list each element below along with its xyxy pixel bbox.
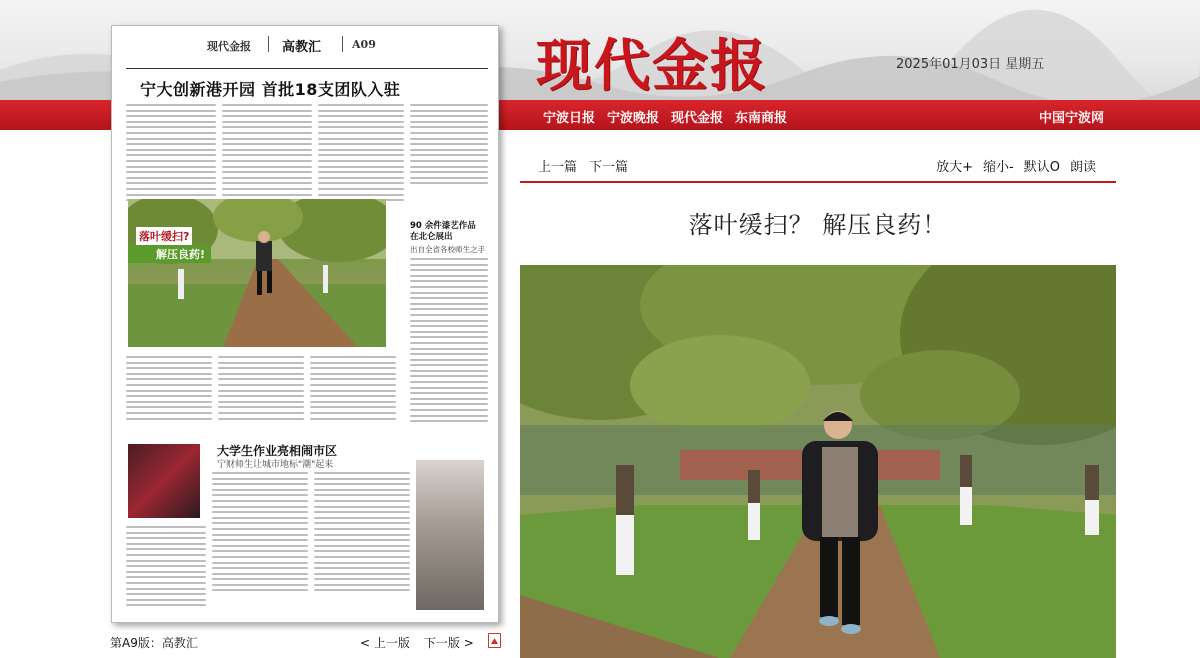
photo-caption-label-1: 落叶缓扫? — [136, 227, 192, 245]
runner-on-leaf-path-illustration — [520, 265, 1116, 658]
text-column — [314, 472, 410, 595]
date-display: 2025年01月03日 星期五 — [896, 57, 1045, 72]
news-title-2[interactable]: 大学生作业亮相闹市区 — [217, 444, 338, 458]
next-article-link[interactable]: 下一篇 — [589, 160, 629, 175]
text-column — [212, 472, 308, 595]
divider — [268, 36, 269, 52]
side-article-subtitle: 出自全省各校师生之手 — [410, 245, 485, 254]
nav-link-modern-jinbao[interactable]: 现代金报 — [671, 111, 724, 126]
zoom-out-button[interactable]: 缩小- — [983, 160, 1014, 175]
section-mid-label: 高教汇 — [282, 40, 322, 55]
nav-link-southeast-business[interactable]: 东南商报 — [735, 111, 788, 126]
side-article-title[interactable]: 90 余件漆艺作品 在北仑展出 — [410, 221, 476, 242]
storefront-photo-thumbnail[interactable] — [128, 444, 200, 518]
section-left-label: 现代金报 — [207, 40, 251, 53]
reader-tools — [936, 156, 1096, 175]
page-section-header — [112, 32, 499, 60]
text-column — [310, 356, 396, 423]
divider — [126, 68, 488, 69]
news-subtitle-2: 宁财师生让城市地标"潮"起来 — [217, 460, 334, 470]
nav-link-ningbo-evening[interactable]: 宁波晚报 — [607, 111, 660, 126]
read-aloud-button[interactable]: 朗读 — [1069, 160, 1096, 175]
prev-page-link[interactable]: < 上一版 — [360, 636, 410, 650]
nav-link-china-ningbo[interactable]: 中国宁波网 — [1039, 111, 1105, 126]
text-column — [410, 104, 488, 188]
page-headline[interactable]: 宁大创新港开园 首批18支团队入驻 — [140, 80, 401, 99]
newspaper-page-thumbnail[interactable] — [111, 25, 499, 623]
article-main-photo — [520, 265, 1116, 658]
text-column — [126, 104, 216, 205]
article-title: 落叶缓扫？ 解压良药！ — [688, 211, 948, 239]
text-column — [218, 356, 304, 423]
edition-label: 第A9版：高教汇 — [110, 636, 198, 650]
masthead-logo[interactable]: 现代金报 — [536, 33, 768, 99]
zoom-in-button[interactable]: 放大+ — [936, 160, 974, 175]
photo-caption-label-2: 解压良药! — [128, 245, 211, 263]
nav-link-ningbo-daily[interactable]: 宁波日报 — [543, 111, 596, 126]
text-column — [126, 356, 212, 423]
text-column — [318, 104, 404, 205]
next-page-link[interactable]: 下一版 > — [423, 636, 474, 650]
prev-article-link[interactable]: 上一篇 — [538, 160, 578, 175]
nav-links — [543, 107, 787, 126]
tree-lined-path-illustration — [128, 199, 386, 347]
page-navigation — [360, 634, 474, 651]
student-photo-thumbnail[interactable] — [416, 460, 484, 610]
default-size-button[interactable]: 默认O — [1023, 160, 1060, 175]
article-photo-thumbnail[interactable] — [128, 199, 386, 347]
text-column — [222, 104, 312, 205]
article-toolbar — [520, 147, 1116, 183]
pdf-icon[interactable] — [488, 633, 501, 648]
text-column — [410, 258, 488, 426]
article-navigation — [538, 156, 628, 175]
section-page-number: A09 — [352, 38, 376, 51]
text-column — [126, 526, 206, 610]
divider — [342, 36, 343, 52]
